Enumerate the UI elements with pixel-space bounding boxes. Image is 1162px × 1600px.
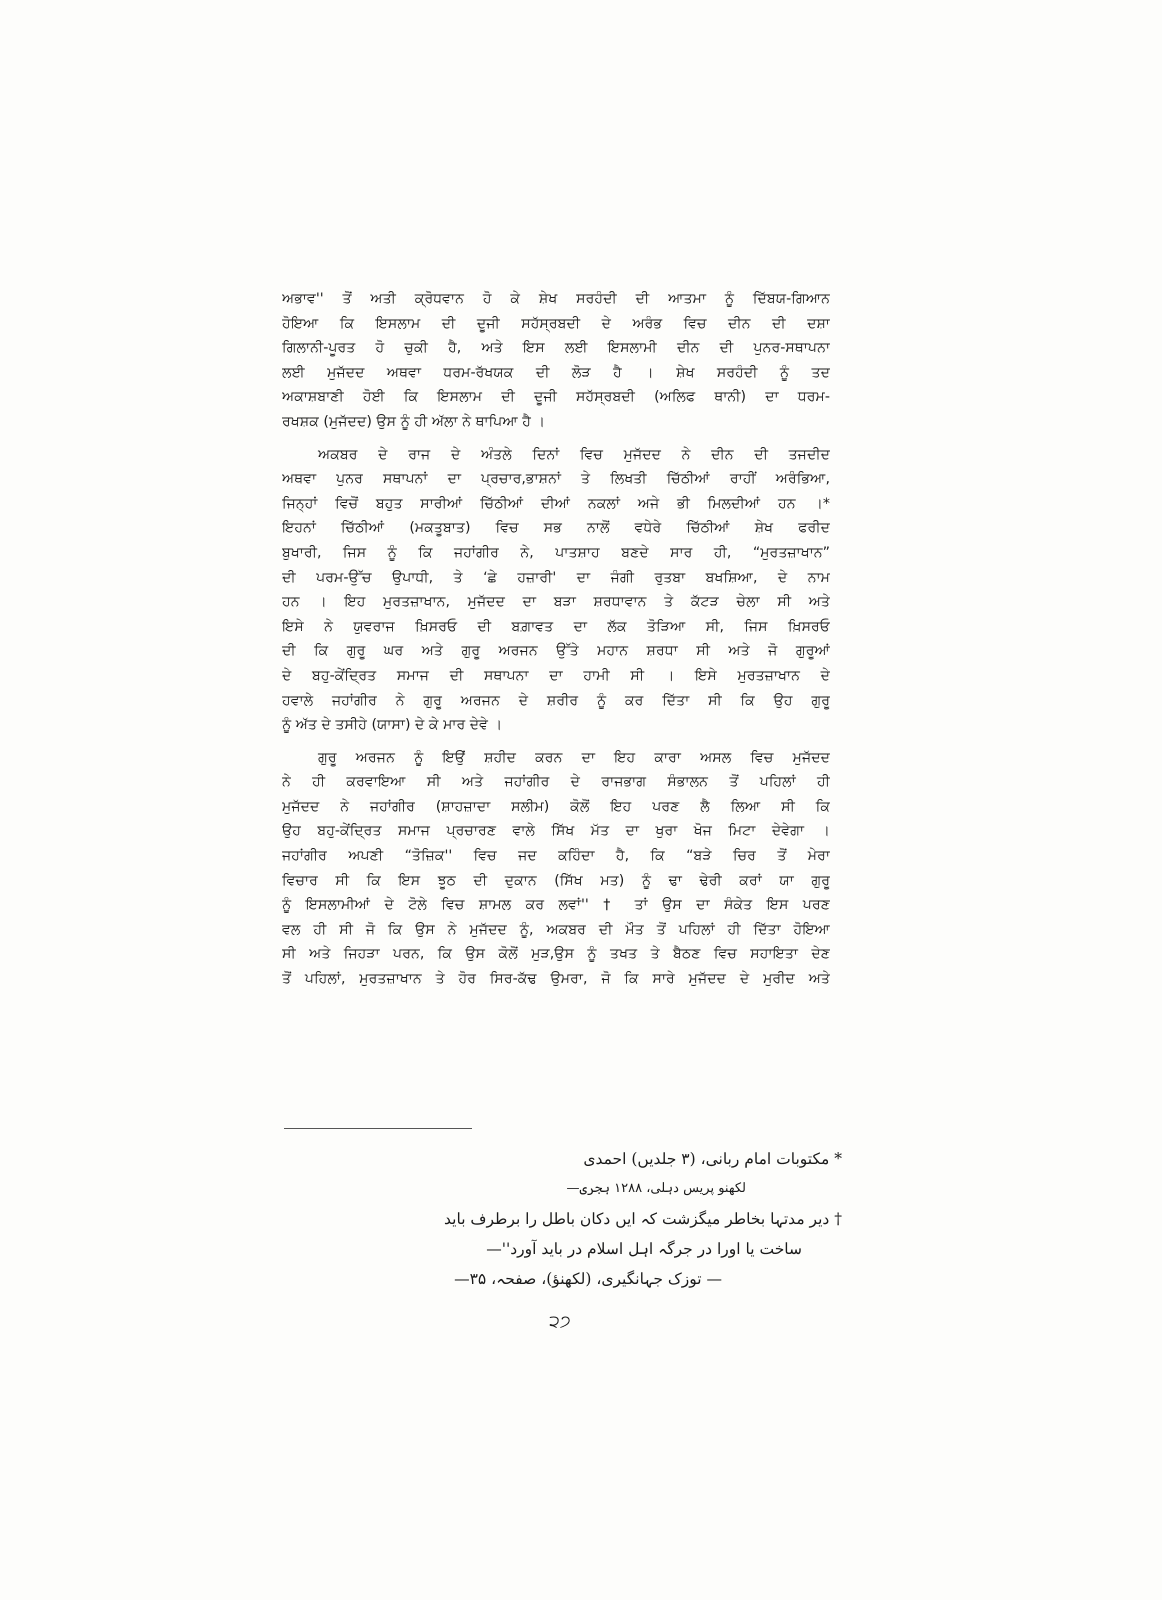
text-line: ਦੀ ਕਿ ਗੁਰੂ ਘਰ ਅਤੇ ਗੁਰੂ ਅਰਜਨ ਉੱਤੇ ਮਹਾਨ ਸ਼ਰਧਾ ਸੀ ਅਤੇ ਜੋ ਗੁਰੂਆਂ — [282, 643, 830, 660]
text-line: ਅਭਾਵ'' ਤੋਂ ਅਤੀ ਕ੍ਰੋਧਵਾਨ ਹੋ ਕੇ ਸ਼ੇਖ ਸਰਹੰਦੀ ਦੀ ਆਤਮਾ ਨੂੰ ਦਿੱਬਯ-ਗਿਆਨ — [282, 291, 830, 307]
footnotes — [282, 1144, 842, 1294]
text-line: ਹਵਾਲੇ ਜਹਾਂਗੀਰ ਨੇ ਗੁਰੂ ਅਰਜਨ ਦੇ ਸ਼ਰੀਰ ਨੂੰ ਕਰ ਦਿੱਤਾ ਸੀ ਕਿ ਉਹ ਗੁਰੂ — [282, 692, 830, 709]
text-line: ਤੋਂ ਪਹਿਲਾਂ, ਮੁਰਤਜ਼ਾਖਾਨ ਤੇ ਹੋਰ ਸਿਰ-ਕੱਢ ਉਮਰਾ, ਜੋ ਕਿ ਸਾਰੇ ਮੁਜੱਦਦ ਦੇ ਮੁਰੀਦ ਅਤੇ — [282, 971, 830, 988]
text-line: ਅਕਾਸ਼ਬਾਣੀ ਹੋਈ ਕਿ ਇਸਲਾਮ ਦੀ ਦੂਜੀ ਸਹੱਸ੍ਰਬਦੀ (ਅਲਿਫ ਥਾਨੀ) ਦਾ ਧਰਮ- — [282, 389, 830, 406]
text-line: ਨੂੰ ਅੱਤ ਦੇ ਤਸੀਹੇ (ਯਾਸਾ) ਦੇ ਕੇ ਮਾਰ ਦੇਵੇ । — [282, 717, 503, 734]
footnote-line: * مکتوبات امام ربانی، (۳ جلدیں) احمدی — [583, 1150, 842, 1168]
paragraph-gap — [282, 435, 830, 443]
text-line: ਹਨ । ਇਹ ਮੁਰਤਜ਼ਾਖਾਨ, ਮੁਜੱਦਦ ਦਾ ਬੜਾ ਸ਼ਰਧਾਵਾਨ ਤੇ ਕੱਟੜ ਚੇਲਾ ਸੀ ਅਤੇ — [282, 594, 830, 611]
text-line: ਉਹ ਬਹੁ-ਕੇਂਦ੍ਰਿਤ ਸਮਾਜ ਪ੍ਰਚਾਰਣ ਵਾਲੇ ਸਿੱਖ ਮੱਤ ਦਾ ਖੁਰਾ ਖੋਜ ਮਿਟਾ ਦੇਵੇਗਾ । — [282, 823, 830, 840]
text-line: ਨੂੰ ਇਸਲਾਮੀਆਂ ਦੇ ਟੋਲੇ ਵਿਚ ਸ਼ਾਮਲ ਕਰ ਲਵਾਂ'' † ਤਾਂ ਉਸ ਦਾ ਸੰਕੇਤ ਇਸ ਪਰਣ — [282, 897, 830, 914]
body-text — [282, 287, 830, 992]
text-line: ਜਹਾਂਗੀਰ ਅਪਣੀ “ਤੋਜ਼ਿਕ'' ਵਿਚ ਜਦ ਕਹਿੰਦਾ ਹੈ, ਕਿ “ਬੜੇ ਚਿਰ ਤੋਂ ਮੇਰਾ — [282, 848, 830, 865]
paragraph-gap — [282, 738, 830, 746]
text-line: ਵਿਚਾਰ ਸੀ ਕਿ ਇਸ ਝੂਠ ਦੀ ਦੁਕਾਨ (ਸਿੱਖ ਮਤ) ਨੂੰ ਢਾ ਢੇਰੀ ਕਰਾਂ ਯਾ ਗੁਰੂ — [282, 872, 830, 889]
text-line: ਮੁਜੱਦਦ ਨੇ ਜਹਾਂਗੀਰ (ਸ਼ਾਹਜ਼ਾਦਾ ਸਲੀਮ) ਕੋਲੋਂ ਇਹ ਪਰਣ ਲੈ ਲਿਆ ਸੀ ਕਿ — [282, 798, 830, 815]
footnote-divider — [284, 1128, 472, 1129]
footnote-line: لکھنو پریس دہلی، ۱۲۸۸ ہجری— — [566, 1181, 746, 1196]
text-line: ਬੁਖਾਰੀ, ਜਿਸ ਨੂੰ ਕਿ ਜਹਾਂਗੀਰ ਨੇ, ਪਾਤਸ਼ਾਹ ਬਣਦੇ ਸਾਰ ਹੀ, “ਮੁਰਤਜ਼ਾਖਾਨ” — [282, 544, 830, 561]
paragraph-2 — [282, 443, 830, 738]
text-line: ਗਿਲਾਨੀ-ਪੂਰਤ ਹੋ ਚੁਕੀ ਹੈ, ਅਤੇ ਇਸ ਲਈ ਇਸਲਾਮੀ ਦੀਨ ਦੀ ਪੁਨਰ-ਸਥਾਪਨਾ — [282, 340, 830, 357]
text-line: ਰਖਸ਼ਕ (ਮੁਜੱਦਦ) ਉਸ ਨੂੰ ਹੀ ਅੱਲਾ ਨੇ ਥਾਪਿਆ ਹੈ । — [282, 413, 546, 430]
text-line: ਹੋਇਆ ਕਿ ਇਸਲਾਮ ਦੀ ਦੂਜੀ ਸਹੱਸ੍ਰਬਦੀ ਦੇ ਅਰੰਭ ਵਿਚ ਦੀਨ ਦੀ ਦਸ਼ਾ — [282, 315, 830, 332]
text-line: ਅਥਵਾ ਪੁਨਰ ਸਥਾਪਨਾਂ ਦਾ ਪ੍ਰਚਾਰ,ਭਾਸ਼ਨਾਂ ਤੇ ਲਿਖਤੀ ਚਿੱਠੀਆਂ ਰਾਹੀਂ ਅਰੰਭਿਆ, — [282, 471, 830, 488]
text-line: ਦੇ ਬਹੁ-ਕੇਂਦ੍ਰਿਤ ਸਮਾਜ ਦੀ ਸਥਾਪਨਾ ਦਾ ਹਾਮੀ ਸੀ । ਇਸੇ ਮੁਰਤਜ਼ਾਖਾਨ ਦੇ — [282, 667, 830, 684]
paragraph-1 — [282, 287, 830, 435]
text-line: ਇਹਨਾਂ ਚਿੱਠੀਆਂ (ਮਕਤੂਬਾਤ) ਵਿਚ ਸਭ ਨਾਲੋਂ ਵਧੇਰੇ ਚਿੱਠੀਆਂ ਸ਼ੇਖ ਫਰੀਦ — [282, 520, 830, 537]
text-line: ਦੀ ਪਰਮ-ਉੱਚ ਉਪਾਧੀ, ਤੇ ‘ਛੇ ਹਜ਼ਾਰੀ' ਦਾ ਜੰਗੀ ਰੁਤਬਾ ਬਖਸ਼ਿਆ, ਦੇ ਨਾਮ — [282, 569, 830, 586]
text-line: ਗੁਰੂ ਅਰਜਨ ਨੂੰ ਇਉਂ ਸ਼ਹੀਦ ਕਰਨ ਦਾ ਇਹ ਕਾਰਾ ਅਸਲ ਵਿਚ ਮੁਜੱਦਦ — [318, 749, 830, 766]
text-line: ਵਲ ਹੀ ਸੀ ਜੋ ਕਿ ਉਸ ਨੇ ਮੁਜੱਦਦ ਨੂੰ, ਅਕਬਰ ਦੀ ਮੌਤ ਤੋਂ ਪਹਿਲਾਂ ਹੀ ਦਿੱਤਾ ਹੋਇਆ — [282, 921, 830, 938]
paragraph-3 — [282, 746, 830, 992]
footnote-line: ساخت یا اورا در جرگہ اہل اسلام در باید آورد''— — [486, 1240, 802, 1258]
footnote-line: † دیر مدتہا بخاطر میگزشت کہ ایں دکان باطل را برطرف باید — [444, 1210, 842, 1228]
text-line: ਇਸੇ ਨੇ ਯੁਵਰਾਜ ਖ਼ਿਸਰਓ ਦੀ ਬਗ਼ਾਵਤ ਦਾ ਲੱਕ ਤੋੜਿਆ ਸੀ, ਜਿਸ ਖ਼ਿਸਰਓ — [282, 618, 830, 635]
text-line: ਜਿਨ੍ਹਾਂ ਵਿਚੋਂ ਬਹੁਤ ਸਾਰੀਆਂ ਚਿੱਠੀਆਂ ਦੀਆਂ ਨਕਲਾਂ ਅਜੇ ਭੀ ਮਿਲਦੀਆਂ ਹਨ ।* — [282, 495, 830, 512]
text-line: ਲਈ ਮੁਜੱਦਦ ਅਥਵਾ ਧਰਮ-ਰੱਖਯਕ ਦੀ ਲੋੜ ਹੈ । ਸ਼ੇਖ ਸਰਹੰਦੀ ਨੂੰ ਤਦ — [282, 364, 830, 381]
footnote-line: — توزک جہانگیری، (لکھنؤ)، صفحہ، ۳۵— — [454, 1270, 722, 1288]
text-line: ਸੀ ਅਤੇ ਜਿਹੜਾ ਪਰਨ, ਕਿ ਉਸ ਕੋਲੋਂ ਮੁੜ,ਉਸ ਨੂੰ ਤਖਤ ਤੇ ਬੈਠਣ ਵਿਚ ਸਹਾਇਤਾ ਦੇਣ — [282, 946, 830, 963]
text-line: ਨੇ ਹੀ ਕਰਵਾਇਆ ਸੀ ਅਤੇ ਜਹਾਂਗੀਰ ਦੇ ਰਾਜਭਾਗ ਸੰਭਾਲਨ ਤੋਂ ਪਹਿਲਾਂ ਹੀ — [282, 774, 830, 791]
page-number: ੨੭ — [549, 1312, 571, 1332]
text-line: ਅਕਬਰ ਦੇ ਰਾਜ ਦੇ ਅੰਤਲੇ ਦਿਨਾਂ ਵਿਚ ਮੁਜੱਦਦ ਨੇ ਦੀਨ ਦੀ ਤਜਦੀਦ — [318, 446, 830, 463]
